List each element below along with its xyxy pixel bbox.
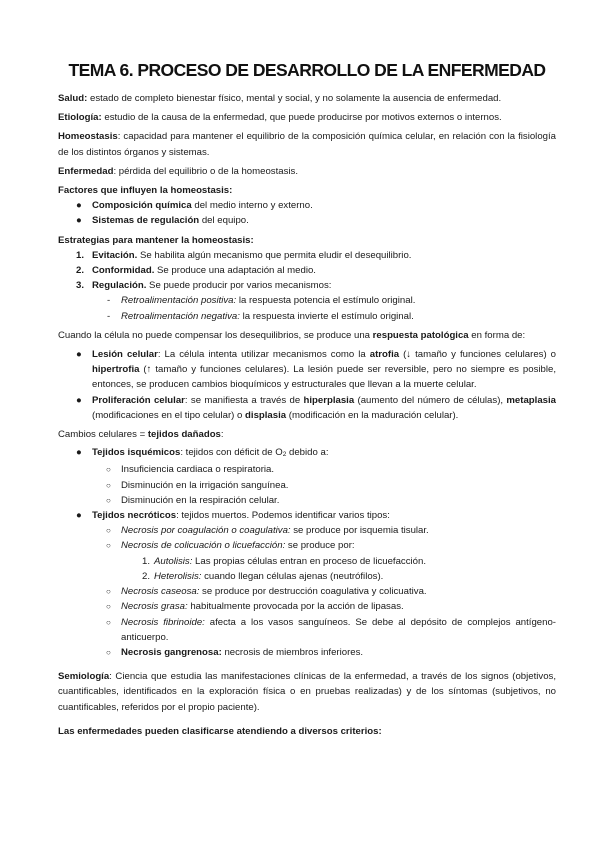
list-item: 2. Conformidad. Se produce una adaptación al medio. [76, 265, 316, 277]
def-homeostasis: Homeostasis: capacidad para mantener el equilibrio de la composición química celular, en relación con la fisiología de los distintos órganos y sistemas. [58, 131, 556, 158]
dash-icon: - [107, 310, 111, 322]
list-item: ○ Necrosis de colicuación o licuefacción: se produce por: [58, 538, 556, 553]
circle-icon: ○ [106, 480, 111, 490]
dash-icon: - [107, 295, 111, 307]
semiology-paragraph: Semiología: Ciencia que estudia las manifestaciones clínicas de la enfermedad, a través de los signos (objetivos, cuantificables, identificados en la exploración física o en pruebas realizadas) y de los síntomas (subjetivos, no cuantificables, referidos por el propio paciente). [58, 671, 556, 713]
page-title: TEMA 6. PROCESO DE DESARROLLO DE LA ENFERMEDAD [68, 60, 546, 80]
def-salud: Salud: estado de completo bienestar físico, mental y social, y no solamente la ausencia de enfermedad. [58, 93, 502, 104]
circle-icon: ○ [106, 541, 111, 551]
changes-list [58, 445, 556, 660]
list-item: 3. Regulación. Se puede producir por varios mecanismos: [76, 280, 332, 292]
list-item: ● Lesión celular: La célula intenta utilizar mecanismos como la atrofia (↓ tamaño y funciones celulares) o hipertrofia (↑ tamaño y funciones celulares). La lesión puede ser reversible, pero no siempre es posible, entonces, se producen cambios bioquímicos y estructurales que llevan a la muerte celular. [76, 349, 557, 391]
bullet-icon: ● [76, 215, 82, 227]
pathologic-intro: Cuando la célula no puede compensar los desequilibrios, se produce una respuesta patológica en forma de: [58, 329, 526, 341]
list-item: 1. Evitación. Se habilita algún mecanismo que permita eludir el desequilibrio. [76, 249, 412, 261]
list-item: ● Composición química del medio interno y externo. [58, 198, 556, 213]
circle-icon: ○ [106, 617, 111, 627]
list-item: 2. Heterolisis: cuando llegan células ajenas (neutrófilos). [142, 570, 384, 582]
bullet-icon: ● [76, 510, 82, 522]
factors-heading: Factores que influyen la homeostasis: [58, 185, 233, 197]
list-item: ● Sistemas de regulación del equipo. [58, 213, 556, 228]
closing-line: Las enfermedades pueden clasificarse atendiendo a diversos criterios: [58, 725, 382, 737]
list-item: ○ Necrosis caseosa: se produce por destrucción coagulativa y colicuativa. [58, 584, 556, 599]
circle-icon: ○ [106, 495, 111, 505]
factors-list [58, 198, 556, 228]
list-item: ○ Disminución en la irrigación sanguínea. [58, 478, 556, 493]
list-item: - Retroalimentación positiva: la respuesta potencia el estímulo original. [58, 293, 556, 308]
list-item: ○ Necrosis grasa: habitualmente provocada por la acción de lipasas. [58, 599, 556, 614]
list-item: ● Tejidos necróticos: tejidos muertos. Podemos identificar varios tipos: [58, 508, 556, 523]
circle-icon: ○ [106, 526, 111, 536]
list-item: ● Proliferación celular: se manifiesta a través de hiperplasia (aumento del número de células), metaplasia (modificaciones en el tipo celular) o displasia (modificación en la maduración celular). [76, 394, 556, 421]
list-item: ○ Disminución en la respiración celular. [58, 493, 556, 508]
list-item: ○ Insuficiencia cardiaca o respiratoria. [58, 462, 556, 477]
list-item: ○ Necrosis gangrenosa: necrosis de miembros inferiores. [58, 645, 556, 660]
list-item: 1. Autolisis: Las propias células entran en proceso de licuefacción. [142, 555, 426, 567]
changes-intro: Cambios celulares = tejidos dañados: [58, 429, 224, 441]
circle-icon: ○ [106, 587, 111, 597]
circle-icon: ○ [106, 465, 111, 475]
pathologic-list [58, 347, 556, 423]
list-item: ○ Necrosis fibrinoide: afecta a los vasos sanguíneos. Se debe al depósito de complejos antígeno-anticuerpo. [106, 616, 556, 643]
bullet-icon: ● [76, 200, 82, 212]
regulation-sublist [58, 293, 556, 323]
def-etiologia: Etiología: estudio de la causa de la enfermedad, que puede producirse por motivos externos o internos. [58, 112, 502, 124]
bullet-icon: ● [76, 447, 82, 459]
circle-icon: ○ [106, 602, 111, 612]
list-item: - Retroalimentación negativa: la respuesta invierte el estímulo original. [58, 309, 556, 324]
list-item: ● Tejidos isquémicos: tejidos con déficit de $O_2$ debido a: [58, 445, 556, 462]
list-item: ○ Necrosis por coagulación o coagulativa: se produce por isquemia tisular. [58, 523, 556, 538]
bullet-icon: ● [76, 349, 82, 361]
strategies-list [58, 248, 556, 294]
strategies-heading: Estrategias para mantener la homeostasis: [58, 234, 254, 246]
def-enfermedad: Enfermedad: pérdida del equilibrio o de la homeostasis. [58, 165, 298, 177]
circle-icon: ○ [106, 647, 111, 657]
bullet-icon: ● [76, 394, 82, 406]
